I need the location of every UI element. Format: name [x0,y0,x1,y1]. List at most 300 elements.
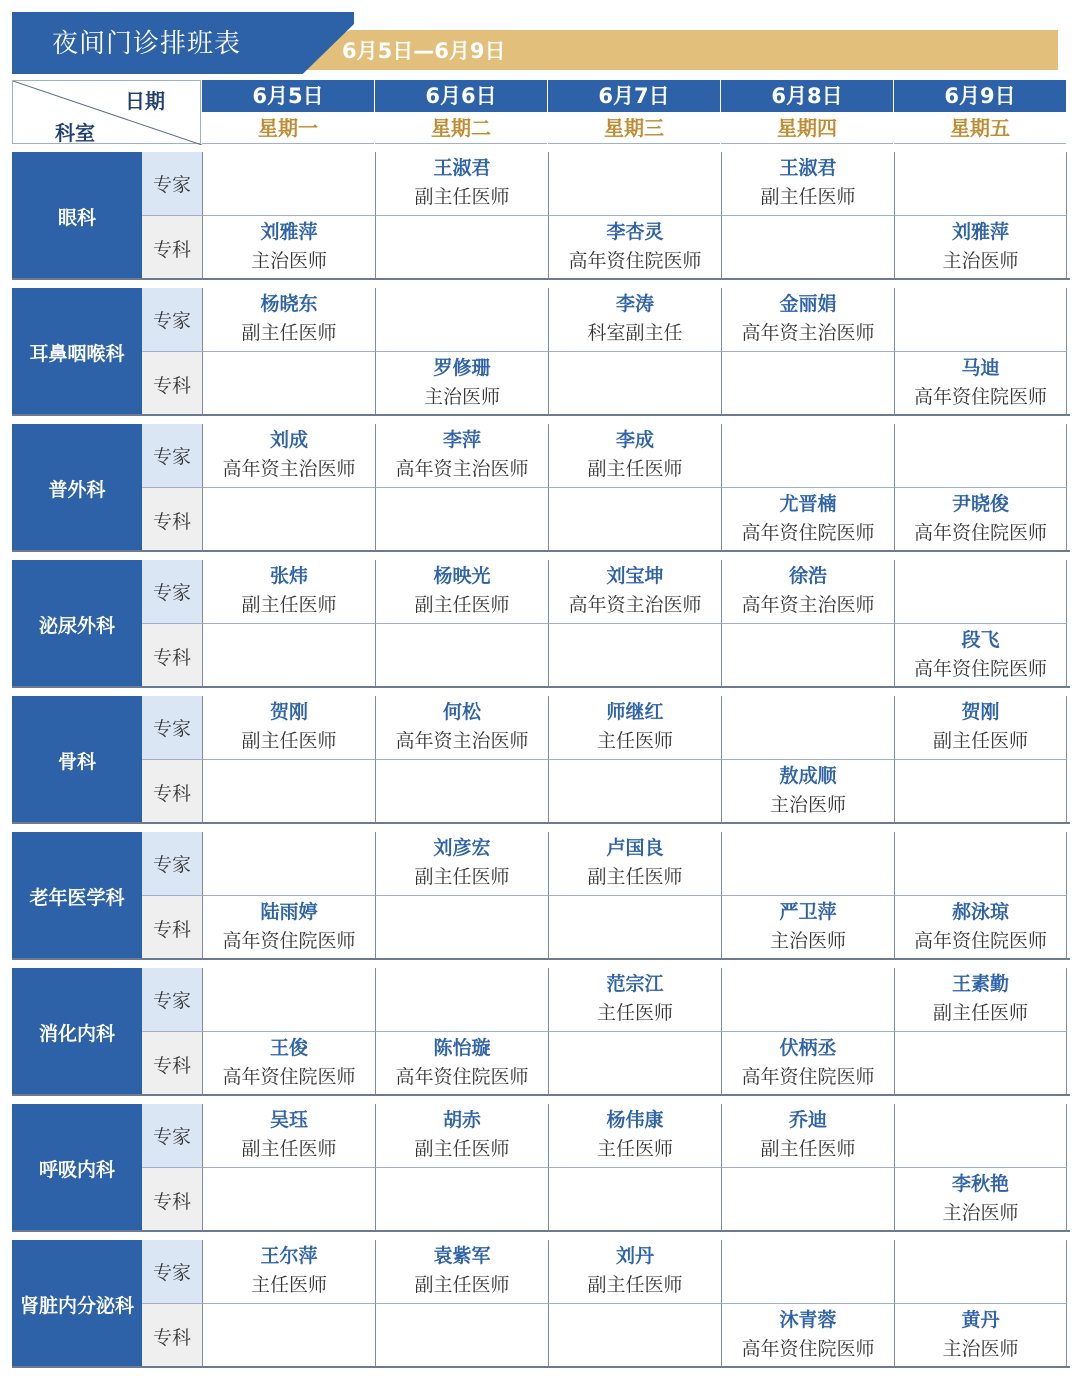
schedule-cell [375,488,548,552]
doctor-name [203,1304,375,1334]
doctor-title [895,1134,1066,1164]
schedule-cell [202,832,375,896]
schedule-cell [375,1240,548,1304]
department-block [12,1240,1070,1368]
doctor-title: 高年资住院医师 [913,522,1047,544]
doctor-title [549,1062,721,1092]
day-weekday: 星期一 [202,112,374,144]
department-block [12,1104,1070,1232]
doctor-title [895,182,1066,212]
type-label-specialist: 专科 [142,1168,202,1232]
day-column-header [548,80,720,144]
doctor-name [722,832,894,862]
doctor-title [895,790,1066,820]
schedule-cell [894,624,1067,688]
doctor-title: 副主任医师 [241,322,337,344]
header-banner [12,12,1070,74]
schedule-cell [375,896,548,960]
doctor-name [549,896,721,926]
doctor-name [203,832,375,862]
schedule-cell [202,352,375,416]
schedule-cell [894,1304,1067,1368]
doctor-name [549,352,721,382]
doctor-title: 副主任医师 [587,1274,683,1296]
day-weekday: 星期三 [548,112,720,144]
day-date: 6月6日 [375,80,547,112]
schedule-cell [721,1168,894,1232]
schedule-cell [894,896,1067,960]
doctor-title [549,1334,721,1364]
doctor-title: 高年资主治医师 [395,458,529,480]
schedule-cell [375,1168,548,1232]
doctor-name: 何松 [442,701,481,723]
doctor-title: 副主任医师 [760,186,856,208]
schedule-cell [375,1104,548,1168]
doctor-title [203,1334,375,1364]
day-column-header [894,80,1066,144]
schedule-cell [721,152,894,216]
doctor-name [895,760,1066,790]
schedule-cell [375,760,548,824]
doctor-name: 段飞 [961,629,1000,651]
doctor-name: 尤晋楠 [779,493,837,515]
schedule-cell [375,288,548,352]
doctor-name: 刘彦宏 [433,837,491,859]
doctor-title: 主任医师 [250,1274,327,1296]
doctor-name [376,488,548,518]
doctor-name: 罗修珊 [433,357,491,379]
doctor-name [549,152,721,182]
schedule-cell [375,1032,548,1096]
doctor-name: 沐青蓉 [779,1309,837,1331]
department-name: 消化内科 [12,968,142,1096]
doctor-title: 主任医师 [596,730,673,752]
schedule-cell [721,1104,894,1168]
doctor-title [203,382,375,412]
doctor-name [203,152,375,182]
doctor-name: 乔迪 [788,1109,827,1131]
doctor-title [722,1198,894,1228]
schedule-cell [548,352,721,416]
doctor-title: 高年资主治医师 [741,594,875,616]
schedule-cell [894,216,1067,280]
doctor-title [376,926,548,956]
schedule-cell [202,1032,375,1096]
schedule-cell [375,560,548,624]
doctor-title [722,862,894,892]
department-name: 眼科 [12,152,142,280]
doctor-name: 陈怡璇 [433,1037,491,1059]
doctor-title [549,654,721,684]
doctor-title [376,998,548,1028]
doctor-title [895,862,1066,892]
doctor-title: 主治医师 [942,1202,1019,1224]
doctor-name: 王淑君 [779,157,837,179]
day-date: 6月8日 [721,80,893,112]
doctor-name [376,1304,548,1334]
day-weekday: 星期二 [375,112,547,144]
schedule-cell [548,760,721,824]
schedule-cell [894,1240,1067,1304]
doctor-title [722,998,894,1028]
department-block [12,696,1070,824]
type-label-expert: 专家 [142,152,202,216]
schedule-cell [548,1240,721,1304]
schedule-cell [894,760,1067,824]
doctor-title: 主治医师 [769,930,846,952]
doctor-title: 副主任医师 [932,730,1028,752]
schedule-cell [894,1032,1067,1096]
doctor-name: 李杏灵 [606,221,664,243]
doctor-name [722,624,894,654]
department-name: 肾脏内分泌科 [12,1240,142,1368]
doctor-title [722,246,894,276]
doctor-title: 主治医师 [250,250,327,272]
schedule-cell [202,760,375,824]
doctor-name [376,760,548,790]
doctor-name: 李秋艳 [951,1173,1009,1195]
day-column-header [202,80,374,144]
doctor-name [722,216,894,246]
schedule-cell [202,488,375,552]
doctor-title: 主任医师 [596,1138,673,1160]
doctor-title: 高年资主治医师 [741,322,875,344]
page-title: 夜间门诊排班表 [52,29,242,59]
doctor-name [549,488,721,518]
doctor-title [376,246,548,276]
doctor-title: 高年资住院医师 [222,1066,356,1088]
doctor-title: 副主任医师 [932,1002,1028,1024]
doctor-name [549,1168,721,1198]
doctor-name: 杨伟康 [606,1109,664,1131]
doctor-title [722,1270,894,1300]
date-range: 6月5日—6月9日 [342,39,506,63]
type-label-expert: 专家 [142,1104,202,1168]
schedule-cell [894,1104,1067,1168]
doctor-title [549,382,721,412]
schedule-cell [548,488,721,552]
schedule-cell [721,896,894,960]
doctor-name: 刘丹 [615,1245,654,1267]
diagonal-divider [13,81,202,145]
doctor-name: 王淑君 [433,157,491,179]
schedule-cell [721,216,894,280]
day-column-header [721,80,893,144]
type-label-expert: 专家 [142,560,202,624]
doctor-name [895,832,1066,862]
schedule-cell [721,832,894,896]
doctor-title [203,1198,375,1228]
doctor-title: 主治医师 [942,1338,1019,1360]
schedule-cell [548,288,721,352]
doctor-name [203,624,375,654]
doctor-name: 杨晓东 [260,293,318,315]
schedule-cell [202,968,375,1032]
doctor-name: 范宗江 [606,973,664,995]
doctor-name: 胡赤 [442,1109,481,1131]
type-label-expert: 专家 [142,832,202,896]
type-label-specialist: 专科 [142,760,202,824]
schedule-cell [894,968,1067,1032]
day-date: 6月5日 [202,80,374,112]
doctor-name [549,1304,721,1334]
schedule-cell [894,488,1067,552]
doctor-title: 高年资住院医师 [568,250,702,272]
schedule-cell [548,696,721,760]
schedule-cell [894,152,1067,216]
day-date: 6月9日 [894,80,1066,112]
schedule-cell [202,696,375,760]
doctor-name [895,1104,1066,1134]
schedule-cell [721,1032,894,1096]
doctor-title [203,862,375,892]
schedule-cell [894,832,1067,896]
doctor-title: 主治医师 [942,250,1019,272]
doctor-title: 高年资主治医师 [222,458,356,480]
doctor-name: 尹晓俊 [951,493,1009,515]
doctor-name: 陆雨婷 [260,901,318,923]
doctor-title [203,182,375,212]
doctor-title: 副主任医师 [414,866,510,888]
department-name: 耳鼻咽喉科 [12,288,142,416]
doctor-name: 郝泳琼 [951,901,1009,923]
doctor-title [722,382,894,412]
schedule-cell [202,152,375,216]
doctor-title [203,518,375,548]
schedule-cell [894,1168,1067,1232]
doctor-title [376,654,548,684]
schedule-cell [721,696,894,760]
schedule-cell [548,216,721,280]
department-block [12,560,1070,688]
doctor-name [895,560,1066,590]
doctor-title: 高年资住院医师 [913,930,1047,952]
doctor-name: 刘宝坤 [606,565,664,587]
department-name: 呼吸内科 [12,1104,142,1232]
doctor-title: 副主任医师 [587,866,683,888]
schedule-cell [202,1240,375,1304]
schedule-cell [202,896,375,960]
doctor-name: 袁紫军 [433,1245,491,1267]
schedule-cell [894,696,1067,760]
schedule-cell [548,1032,721,1096]
doctor-title: 副主任医师 [760,1138,856,1160]
department-block [12,288,1070,416]
day-date: 6月7日 [548,80,720,112]
schedule-cell [548,832,721,896]
doctor-name [722,424,894,454]
doctor-title [376,790,548,820]
doctor-name: 严卫萍 [779,901,837,923]
doctor-name: 王素勤 [951,973,1009,995]
type-label-specialist: 专科 [142,624,202,688]
schedule-cell [721,1240,894,1304]
type-label-specialist: 专科 [142,1032,202,1096]
doctor-title [549,518,721,548]
doctor-name [203,488,375,518]
schedule-cell [721,488,894,552]
department-block [12,832,1070,960]
doctor-name [203,968,375,998]
doctor-name: 卢国良 [606,837,664,859]
doctor-title: 主治医师 [423,386,500,408]
doctor-name: 李萍 [442,429,481,451]
doctor-name [203,760,375,790]
doctor-name [895,288,1066,318]
doctor-title: 高年资住院医师 [395,1066,529,1088]
schedule-cell [548,1304,721,1368]
day-weekday: 星期五 [894,112,1066,144]
doctor-name: 黄丹 [961,1309,1000,1331]
doctor-title: 副主任医师 [414,1138,510,1160]
doctor-title [549,790,721,820]
schedule-cell [202,1104,375,1168]
schedule-cell [894,352,1067,416]
schedule-cell [721,424,894,488]
doctor-name: 刘雅萍 [951,221,1009,243]
schedule-cell [721,1304,894,1368]
doctor-name [895,424,1066,454]
doctor-name [376,896,548,926]
doctor-name [549,760,721,790]
schedule-cell [548,1168,721,1232]
corner-dept-label: 科室 [55,121,95,145]
schedule-cell [202,288,375,352]
doctor-title: 副主任医师 [414,186,510,208]
doctor-name [722,968,894,998]
doctor-name [549,1032,721,1062]
schedule-cell [202,1168,375,1232]
corner-header [12,80,201,144]
doctor-name: 金丽娟 [779,293,837,315]
doctor-title [549,926,721,956]
doctor-title [895,1270,1066,1300]
department-name: 老年医学科 [12,832,142,960]
type-label-specialist: 专科 [142,896,202,960]
doctor-name: 李涛 [615,293,654,315]
type-label-expert: 专家 [142,1240,202,1304]
doctor-title [203,998,375,1028]
doctor-title [376,518,548,548]
doctor-title: 高年资住院医师 [741,1338,875,1360]
doctor-title: 高年资主治医师 [395,730,529,752]
doctor-title [722,654,894,684]
type-label-expert: 专家 [142,424,202,488]
day-column-header [375,80,547,144]
doctor-title [722,454,894,484]
doctor-name [549,624,721,654]
doctor-title: 主治医师 [769,794,846,816]
schedule-cell [375,352,548,416]
doctor-name: 贺刚 [269,701,308,723]
doctor-title: 高年资主治医师 [568,594,702,616]
doctor-name: 李成 [615,429,654,451]
doctor-title [376,318,548,348]
schedule-cell [202,624,375,688]
schedule-cell [375,152,548,216]
doctor-name: 王尔萍 [260,1245,318,1267]
schedule-cell [375,1304,548,1368]
doctor-title [549,1198,721,1228]
doctor-title: 科室副主任 [587,322,683,344]
doctor-title [895,454,1066,484]
schedule-cell [721,968,894,1032]
doctor-name [722,352,894,382]
schedule-cell [375,968,548,1032]
schedule-cell [375,624,548,688]
doctor-title [549,182,721,212]
doctor-name: 贺刚 [961,701,1000,723]
type-label-specialist: 专科 [142,1304,202,1368]
department-block [12,968,1070,1096]
doctor-name: 徐浩 [788,565,827,587]
doctor-name: 王俊 [269,1037,308,1059]
doctor-title: 副主任医师 [414,1274,510,1296]
doctor-title [376,1198,548,1228]
schedule-cell [202,560,375,624]
doctor-title [895,318,1066,348]
schedule-cell [375,424,548,488]
schedule-cell [202,1304,375,1368]
doctor-name [895,1240,1066,1270]
doctor-name: 敖成顺 [779,765,837,787]
doctor-name [376,968,548,998]
doctor-title [203,654,375,684]
schedule-cell [202,216,375,280]
type-label-expert: 专家 [142,696,202,760]
corner-date-label: 日期 [125,89,165,113]
schedule-cell [548,896,721,960]
doctor-name [376,216,548,246]
doctor-name [722,696,894,726]
doctor-name: 师继红 [606,701,664,723]
type-label-expert: 专家 [142,288,202,352]
type-label-specialist: 专科 [142,488,202,552]
schedule-cell [548,152,721,216]
schedule-cell [721,760,894,824]
doctor-name: 张炜 [269,565,308,587]
doctor-title [895,590,1066,620]
doctor-title: 高年资住院医师 [741,522,875,544]
department-name: 普外科 [12,424,142,552]
doctor-title: 副主任医师 [587,458,683,480]
doctor-title: 高年资住院医师 [913,658,1047,680]
doctor-name [722,1240,894,1270]
doctor-title: 高年资住院医师 [913,386,1047,408]
schedule-cell [548,560,721,624]
type-label-specialist: 专科 [142,352,202,416]
schedule-cell [548,968,721,1032]
schedule-cell [548,424,721,488]
day-weekday: 星期四 [721,112,893,144]
doctor-name: 刘成 [269,429,308,451]
schedule-cell [721,352,894,416]
type-label-specialist: 专科 [142,216,202,280]
schedule-cell [894,424,1067,488]
doctor-title [376,1334,548,1364]
doctor-title [722,726,894,756]
schedule-cell [721,560,894,624]
doctor-title: 高年资住院医师 [741,1066,875,1088]
doctor-title: 副主任医师 [414,594,510,616]
doctor-name: 吴珏 [269,1109,308,1131]
doctor-title: 副主任医师 [241,730,337,752]
department-block [12,152,1070,280]
doctor-name [376,624,548,654]
schedule-cell [375,216,548,280]
department-name: 骨科 [12,696,142,824]
schedule-cell [721,624,894,688]
